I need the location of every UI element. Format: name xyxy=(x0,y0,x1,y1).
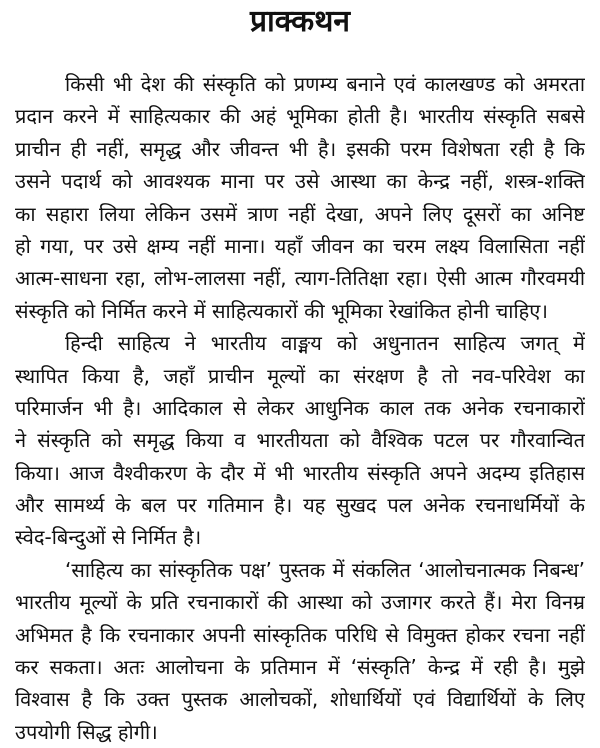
text-line: उपयोगी सिद्ध होगी। xyxy=(15,719,158,744)
text-line: स्वेद-बिन्दुओं से निर्मित है। xyxy=(15,525,202,550)
text-line: प्रदान करने में साहित्यकार की अहं भूमिका होती है। भारतीय संस्कृति सबसे xyxy=(15,104,585,129)
text-line: हिन्दी साहित्य ने भारतीय वाङ्मय को अधुनातन साहित्य जगत् में xyxy=(65,331,585,356)
text-line: विश्वास है कि उक्त पुस्तक आलोचकों, शोधार्थियों एवं विद्यार्थियों के लिए xyxy=(15,687,585,712)
text-line: कर सकता। अतः आलोचना के प्रतिमान में ‘संस्कृति’ केन्द्र में रही है। मुझे xyxy=(15,655,585,680)
page-title: प्राक्कथन xyxy=(249,4,351,39)
paragraph xyxy=(15,68,585,327)
paragraph xyxy=(15,554,585,748)
text-line: स्थापित किया है, जहाँ प्राचीन मूल्यों का संरक्षण है तो नव-परिवेश का xyxy=(15,363,585,388)
text-line: ‘साहित्य का सांस्कृतिक पक्ष’ पुस्तक में संकलित ‘आलोचनात्मक निबन्ध’ xyxy=(65,557,585,582)
text-line: संस्कृति को निर्मित करने में साहित्यकारों की भूमिका रेखांकित होनी चाहिए। xyxy=(15,298,548,323)
preface-body xyxy=(15,68,585,748)
text-line: परिमार्जन भी है। आदिकाल से लेकर आधुनिक काल तक अनेक रचनाकारों xyxy=(15,395,585,420)
text-line: किसी भी देश की संस्कृति को प्रणम्य बनाने एवं कालखण्ड को अमरता xyxy=(65,72,585,96)
text-line: हो गया, पर उसे क्षम्य नहीं माना। यहाँ जीवन का चरम लक्ष्य विलासिता नहीं xyxy=(15,233,585,258)
text-line: और सामर्थ्य के बल पर गतिमान है। यह सुखद पल अनेक रचनाधर्मियों के xyxy=(15,493,585,518)
text-line: प्राचीन ही नहीं, समृद्ध और जीवन्त भी है। इसकी परम विशेषता रही है कि xyxy=(15,136,585,161)
text-line: भारतीय मूल्यों के प्रति रचनाकारों की आस्था को उजागर करते हैं। मेरा विनम्र xyxy=(15,590,585,615)
text-line: ने संस्कृति को समृद्ध किया व भारतीयता को वैश्विक पटल पर गौरवान्वित xyxy=(15,428,585,453)
paragraph xyxy=(15,327,585,554)
text-line: आत्म-साधना रहा, लोभ-लालसा नहीं, त्याग-तितिक्षा रहा। ऐसी आत्म गौरवमयी xyxy=(15,266,585,291)
text-line: अभिमत है कि रचनाकार अपनी सांस्कृतिक परिधि से विमुक्त होकर रचना नहीं xyxy=(15,622,585,647)
text-line: उसने पदार्थ को आवश्यक माना पर उसे आस्था का केन्द्र नहीं, शस्त्र-शक्ति xyxy=(15,169,585,194)
text-line: का सहारा लिया लेकिन उसमें त्राण नहीं देखा, अपने लिए दूसरों का अनिष्ट xyxy=(15,201,585,226)
text-line: किया। आज वैश्वीकरण के दौर में भी भारतीय संस्कृति अपने अदम्य इतिहास xyxy=(15,460,585,485)
